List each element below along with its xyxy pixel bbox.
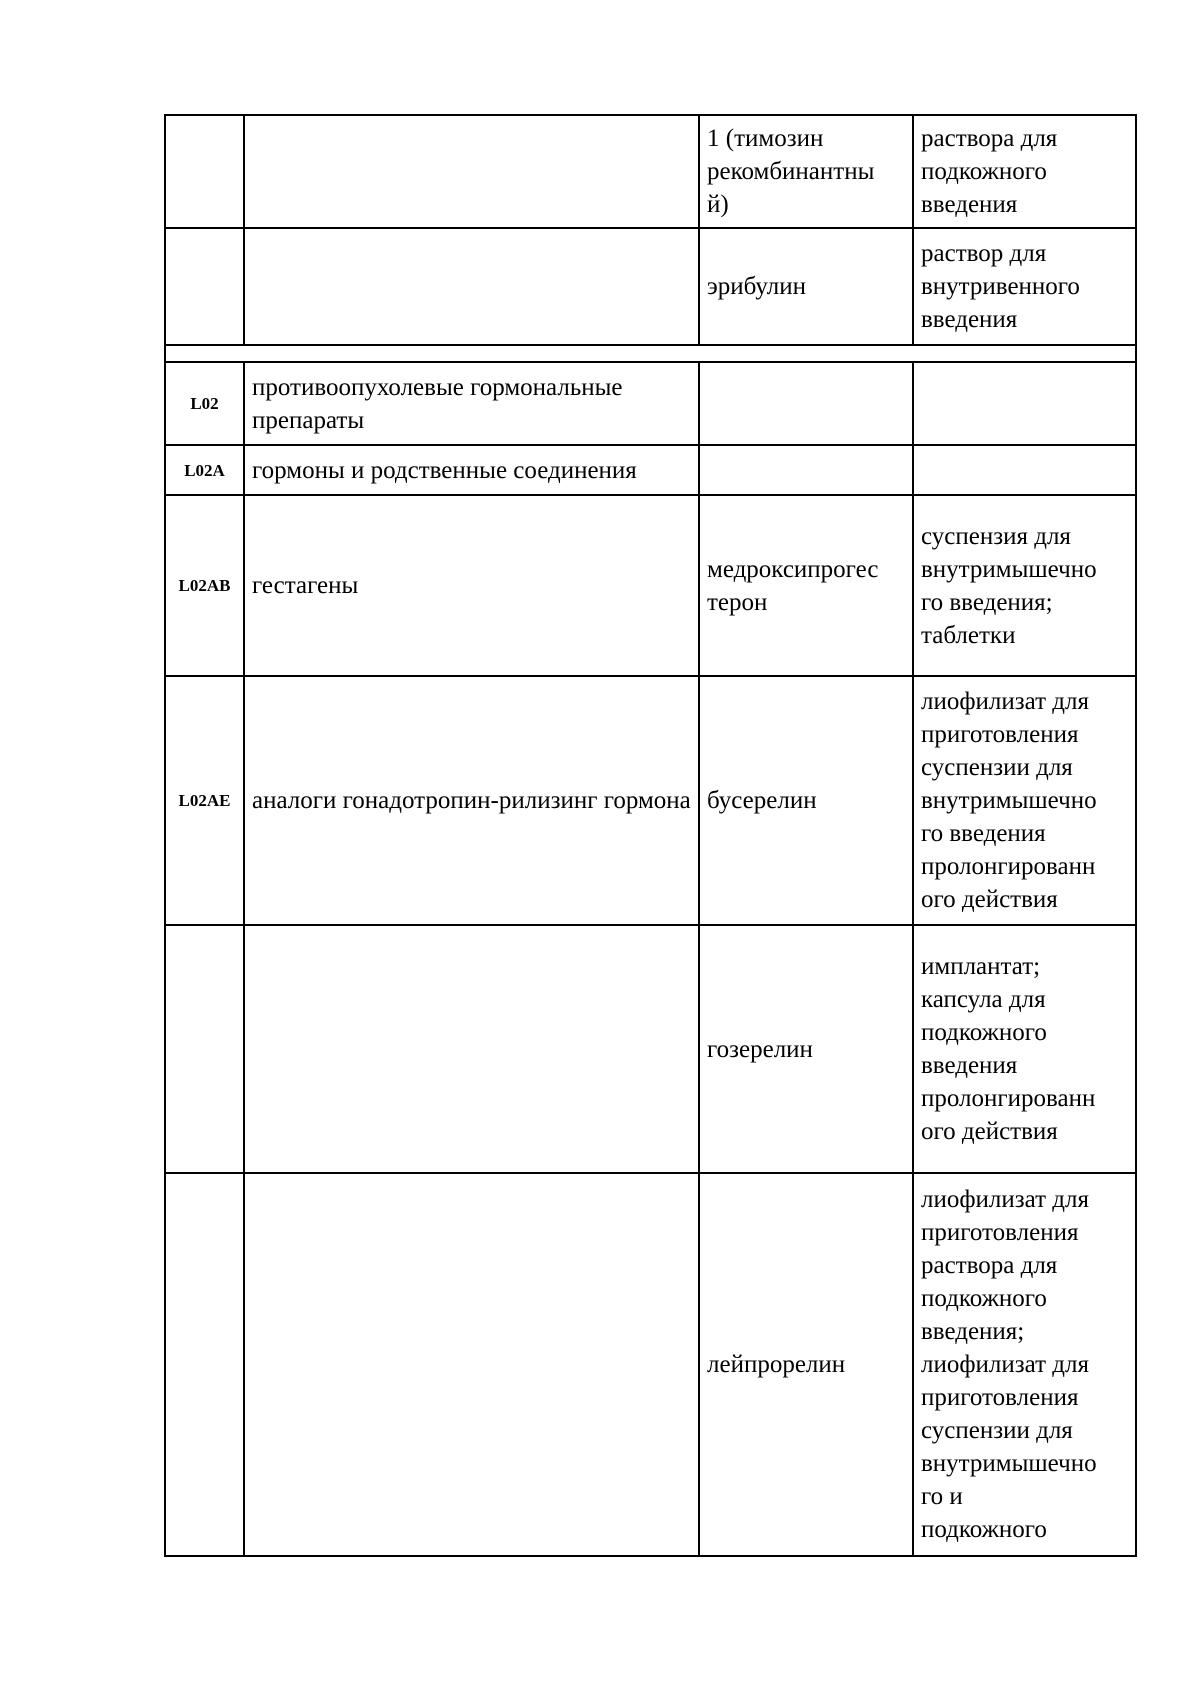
group-name-cell: противоопухолевые гормональные препараты [244, 362, 699, 445]
group-name-cell [244, 925, 699, 1173]
drug-name-cell [699, 115, 913, 228]
atc-code-cell: L02AE [165, 676, 244, 925]
group-name-cell [244, 228, 699, 345]
dosage-form-cell [913, 676, 1136, 925]
dosage-form-line: подкожного [921, 1019, 1047, 1046]
dosage-form-line: раствора для [921, 1252, 1058, 1279]
drug-name-line: гозерелин [707, 1035, 813, 1063]
drug-table [164, 114, 1137, 1557]
table-row [165, 925, 1136, 1173]
dosage-form-line: суспензии для [921, 1417, 1073, 1444]
drug-name-cell [699, 1173, 913, 1556]
atc-code-cell [165, 925, 244, 1173]
drug-name-line: эрибулин [707, 273, 807, 300]
table-row [165, 1173, 1136, 1556]
dosage-form-line: суспензия для [921, 522, 1071, 550]
dosage-form-cell [913, 445, 1136, 495]
drug-name-line: медроксипрогес [707, 555, 879, 583]
dosage-form-cell [913, 115, 1136, 228]
dosage-form-line: пролонгированн [921, 853, 1096, 880]
drug-name-cell [699, 445, 913, 495]
dosage-form-line: введения; [921, 1318, 1025, 1345]
dosage-form-cell [913, 228, 1136, 345]
dosage-form-line: ого действия [921, 886, 1058, 913]
dosage-form-cell [913, 925, 1136, 1173]
dosage-form-line: внутривенного [921, 273, 1080, 300]
dosage-form-cell [913, 495, 1136, 676]
atc-code-cell [165, 115, 244, 228]
dosage-form-line: внутримышечно [921, 1450, 1097, 1477]
group-name-cell: аналоги гонадотропин-рилизинг гормона [244, 676, 699, 925]
dosage-form-line: го введения [921, 820, 1046, 847]
separator-cell [165, 345, 1136, 362]
dosage-form-line: таблетки [921, 621, 1016, 649]
atc-code-cell [165, 1173, 244, 1556]
table-row [165, 228, 1136, 345]
atc-code-cell [165, 228, 244, 345]
dosage-form-line: лиофилизат для [921, 688, 1089, 715]
drug-name-line: терон [707, 588, 768, 616]
table-row [165, 362, 1136, 445]
dosage-form-cell [913, 362, 1136, 445]
table-row [165, 676, 1136, 925]
dosage-form-line: раствор для [921, 240, 1047, 267]
drug-name-line: бусерелин [707, 787, 817, 814]
dosage-form-line: подкожного [921, 158, 1047, 185]
dosage-form-line: введения [921, 1052, 1018, 1079]
dosage-form-line: приготовления [921, 1384, 1079, 1411]
dosage-form-line: ого действия [921, 1118, 1058, 1145]
dosage-form-line: лиофилизат для [921, 1351, 1089, 1378]
dosage-form-line: внутримышечно [921, 555, 1097, 583]
dosage-form-line: подкожного [921, 1285, 1047, 1312]
atc-code-cell: L02A [165, 445, 244, 495]
dosage-form-line: приготовления [921, 1219, 1079, 1246]
dosage-form-line: имплантат; [921, 953, 1041, 980]
table-separator-row [165, 345, 1136, 362]
dosage-form-line: введения [921, 191, 1018, 218]
table-row [165, 495, 1136, 676]
drug-name-cell [699, 495, 913, 676]
drug-name-cell [699, 228, 913, 345]
group-name-cell [244, 1173, 699, 1556]
dosage-form-cell [913, 1173, 1136, 1556]
group-name-cell: гестагены [244, 495, 699, 676]
dosage-form-line: го введения; [921, 588, 1053, 616]
dosage-form-line: лиофилизат для [921, 1186, 1089, 1213]
dosage-form-line: внутримышечно [921, 787, 1097, 814]
dosage-form-line: пролонгированн [921, 1085, 1096, 1112]
group-name-cell: гормоны и родственные соединения [244, 445, 699, 495]
drug-name-line: рекомбинантны [707, 158, 875, 185]
dosage-form-line: суспензии для [921, 754, 1073, 781]
dosage-form-line: приготовления [921, 721, 1079, 748]
drug-name-cell [699, 676, 913, 925]
atc-code-cell: L02 [165, 362, 244, 445]
drug-name-line: лейпрорелин [707, 1351, 846, 1378]
drug-name-line: 1 (тимозин [707, 125, 824, 152]
dosage-form-line: капсула для [921, 986, 1046, 1013]
table-row [165, 115, 1136, 228]
dosage-form-line: введения [921, 306, 1018, 333]
atc-code-cell: L02AB [165, 495, 244, 676]
dosage-form-line: го и [921, 1483, 963, 1510]
drug-name-cell [699, 362, 913, 445]
dosage-form-line: подкожного [921, 1516, 1047, 1543]
dosage-form-line: раствора для [921, 125, 1058, 152]
group-name-cell [244, 115, 699, 228]
drug-name-line: й) [707, 191, 729, 218]
table-row [165, 445, 1136, 495]
drug-name-cell [699, 925, 913, 1173]
